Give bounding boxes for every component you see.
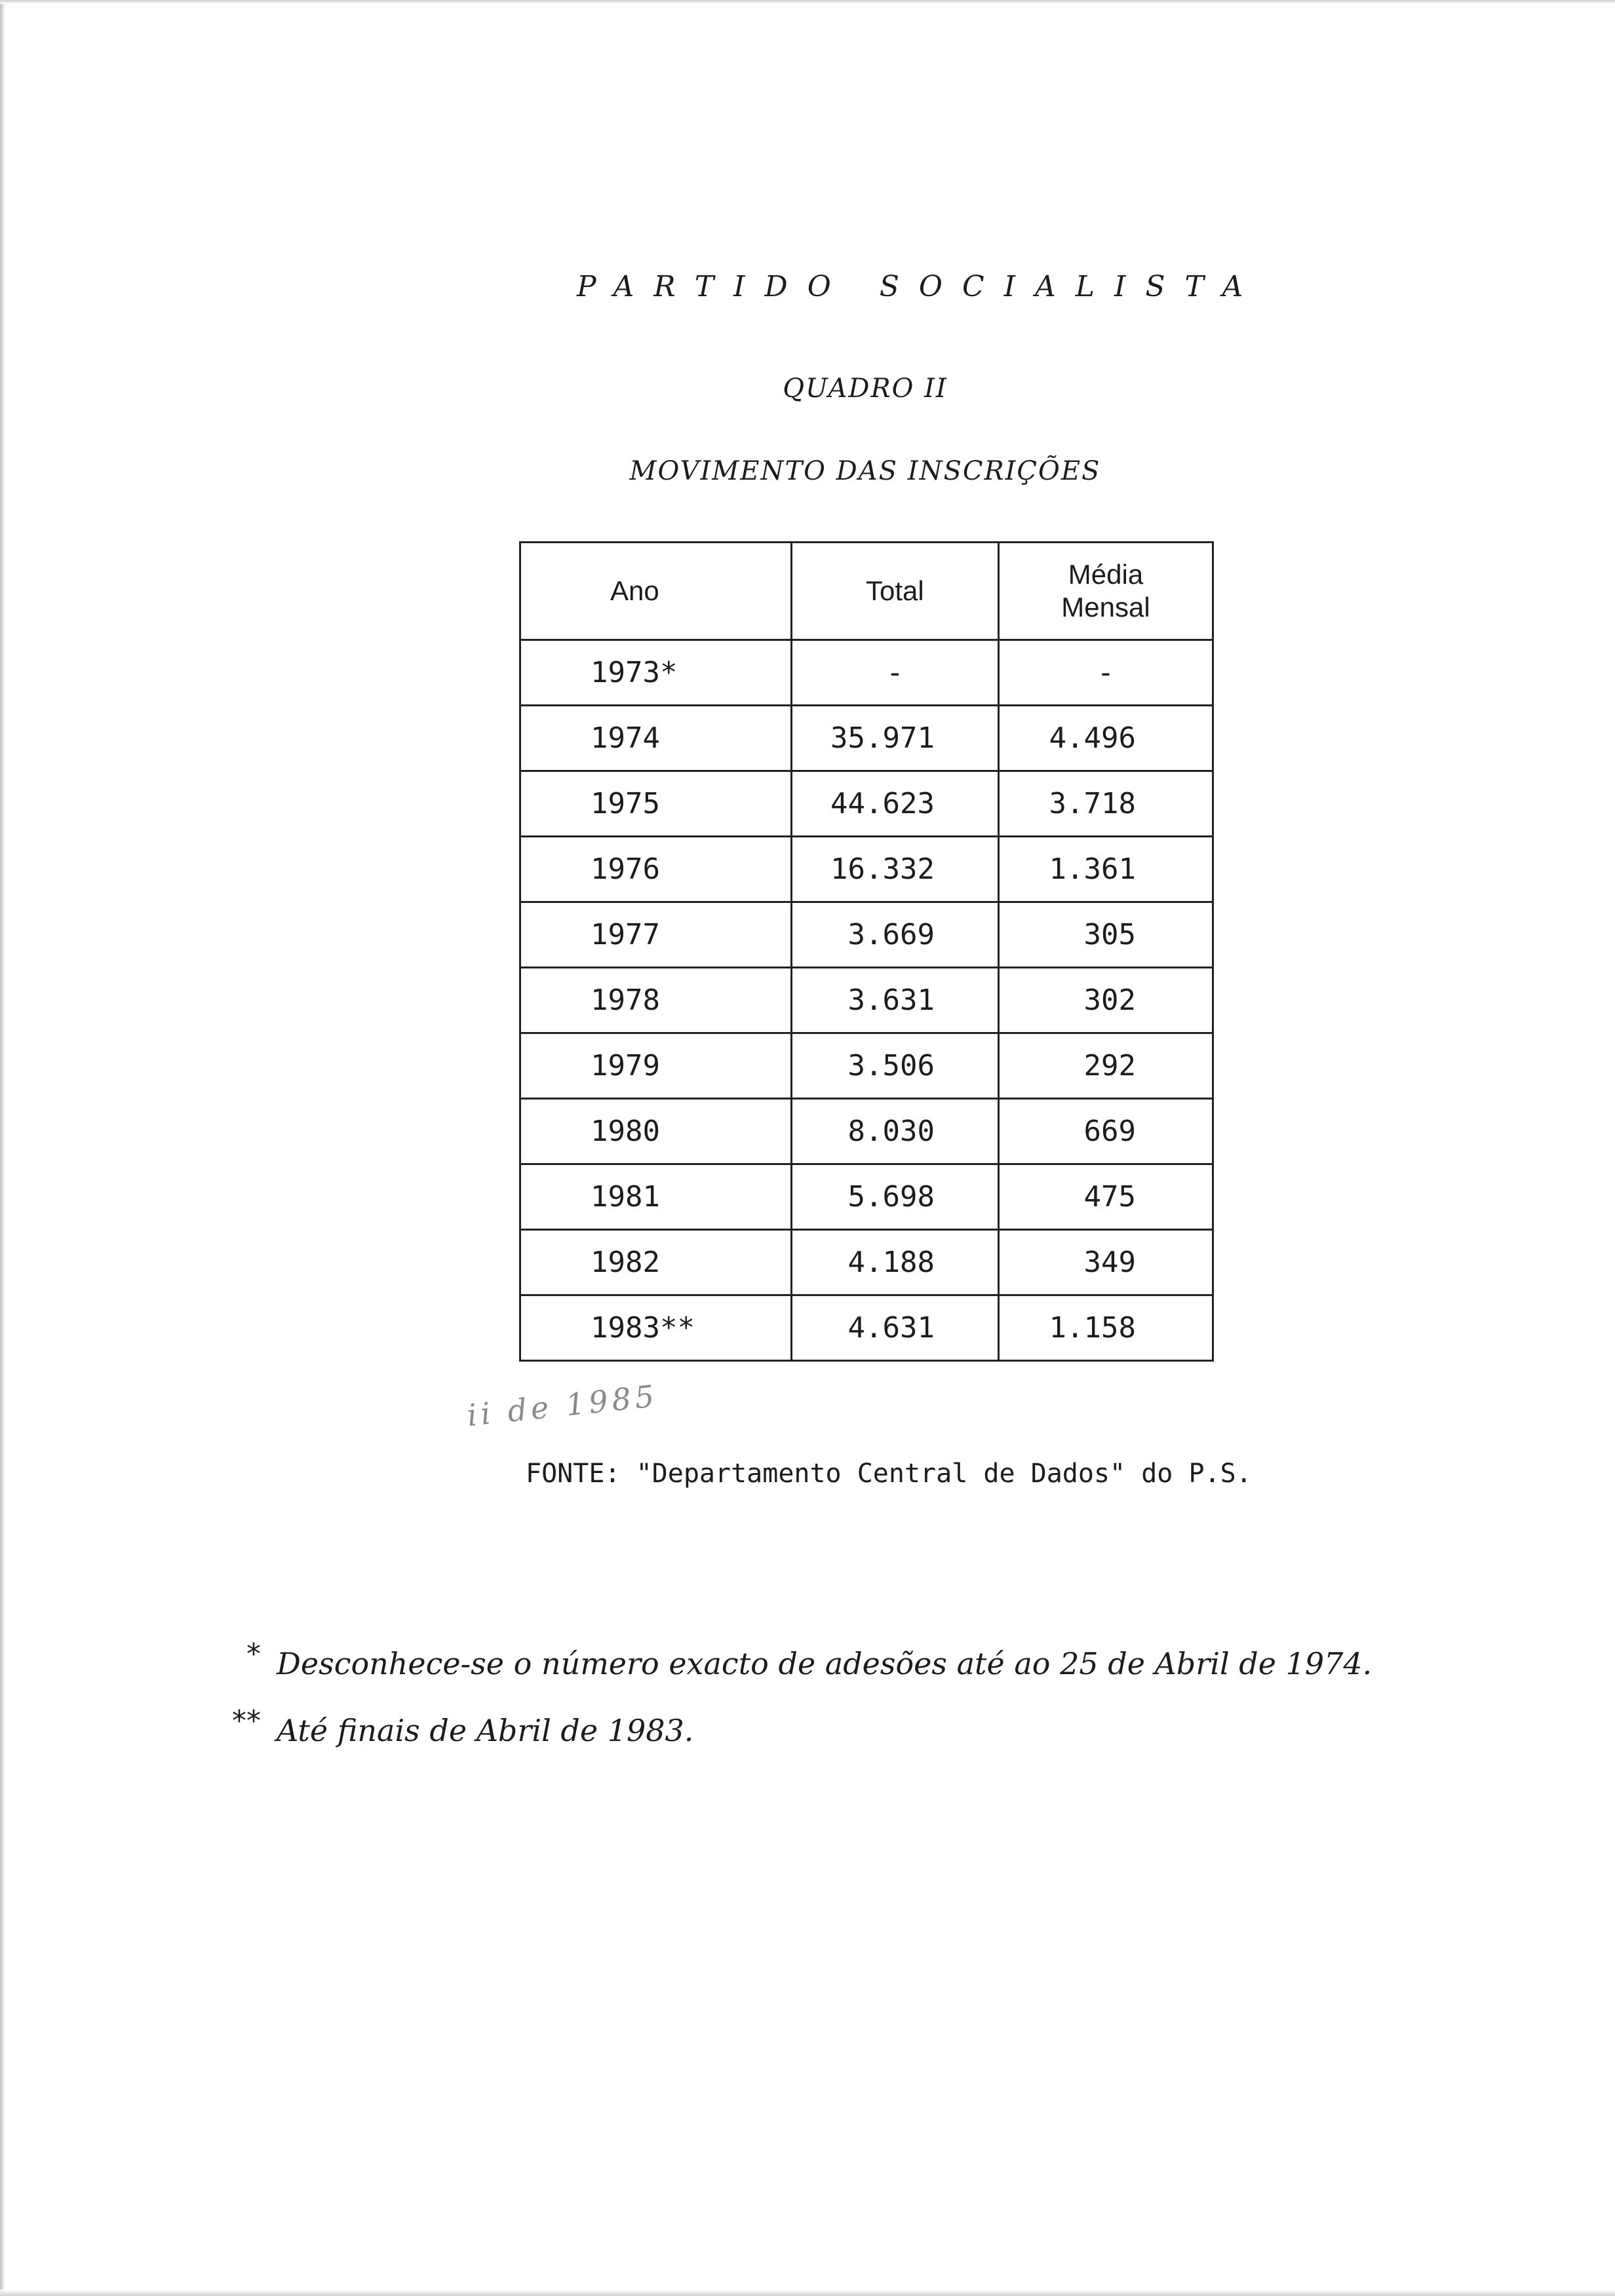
cell-total: 16.332 — [791, 837, 998, 902]
cell-total: 3.631 — [791, 968, 998, 1033]
cell-media: 305 — [998, 902, 1213, 968]
footnote-1 — [246, 1637, 1372, 1681]
table-row — [520, 837, 1213, 902]
cell-media: 292 — [998, 1033, 1213, 1099]
cell-media: 3.718 — [998, 771, 1213, 837]
cell-media: 4.496 — [998, 706, 1213, 771]
column-header-ano: Ano — [520, 543, 792, 640]
cell-media: 1.158 — [998, 1295, 1213, 1361]
cell-ano: 1973* — [520, 640, 792, 706]
column-header-media-line1: Média — [1068, 559, 1144, 590]
cell-media: 1.361 — [998, 837, 1213, 902]
table-row — [520, 1033, 1213, 1099]
table-row — [520, 1164, 1213, 1230]
cell-media: 669 — [998, 1099, 1213, 1164]
table-row — [520, 968, 1213, 1033]
cell-ano: 1977 — [520, 902, 792, 968]
table-number: QUADRO II — [783, 373, 948, 404]
cell-media: 349 — [998, 1230, 1213, 1295]
cell-total: 3.669 — [791, 902, 998, 968]
cell-media: 302 — [998, 968, 1213, 1033]
cell-total: - — [791, 640, 998, 706]
cell-ano: 1974 — [520, 706, 792, 771]
cell-ano: 1975 — [520, 771, 792, 837]
cell-total: 44.623 — [791, 771, 998, 837]
table-header-row — [520, 543, 1213, 640]
cell-total: 4.631 — [791, 1295, 998, 1361]
cell-media: 475 — [998, 1164, 1213, 1230]
table-row — [520, 706, 1213, 771]
scan-edge-top — [0, 0, 1615, 4]
table-row — [520, 1230, 1213, 1295]
cell-total: 3.506 — [791, 1033, 998, 1099]
footnote-2 — [232, 1704, 694, 1748]
scan-edge-left — [0, 0, 5, 2296]
footnote-2-mark: ** — [232, 1704, 261, 1738]
handwritten-annotation: ii de 1985 — [465, 1377, 660, 1434]
cell-total: 4.188 — [791, 1230, 998, 1295]
cell-total: 8.030 — [791, 1099, 998, 1164]
cell-ano: 1981 — [520, 1164, 792, 1230]
column-header-total: Total — [791, 543, 998, 640]
table-row — [520, 771, 1213, 837]
cell-ano: 1983** — [520, 1295, 792, 1361]
scan-edge-bottom — [0, 2289, 1615, 2296]
source-line: FONTE: "Departamento Central de Dados" do P.S. — [526, 1459, 1252, 1489]
footnote-1-mark: * — [246, 1637, 261, 1671]
table-row — [520, 640, 1213, 706]
cell-ano: 1982 — [520, 1230, 792, 1295]
footnote-2-text: Até finais de Abril de 1983. — [277, 1713, 694, 1748]
cell-total: 35.971 — [791, 706, 998, 771]
document-title: PARTIDO SOCIALISTA — [577, 270, 1263, 303]
table-row — [520, 1099, 1213, 1164]
table-row — [520, 902, 1213, 968]
cell-ano: 1979 — [520, 1033, 792, 1099]
column-header-media-line2: Mensal — [1061, 592, 1150, 622]
cell-ano: 1978 — [520, 968, 792, 1033]
cell-media: - — [998, 640, 1213, 706]
column-header-media-mensal — [998, 543, 1213, 640]
cell-total: 5.698 — [791, 1164, 998, 1230]
cell-ano: 1976 — [520, 837, 792, 902]
footnote-1-text: Desconhece-se o número exacto de adesões até ao 25 de Abril de 1974. — [277, 1646, 1372, 1681]
table-caption: MOVIMENTO DAS INSCRIÇÕES — [629, 456, 1101, 486]
cell-ano: 1980 — [520, 1099, 792, 1164]
membership-table — [519, 541, 1214, 1362]
table-row — [520, 1295, 1213, 1361]
